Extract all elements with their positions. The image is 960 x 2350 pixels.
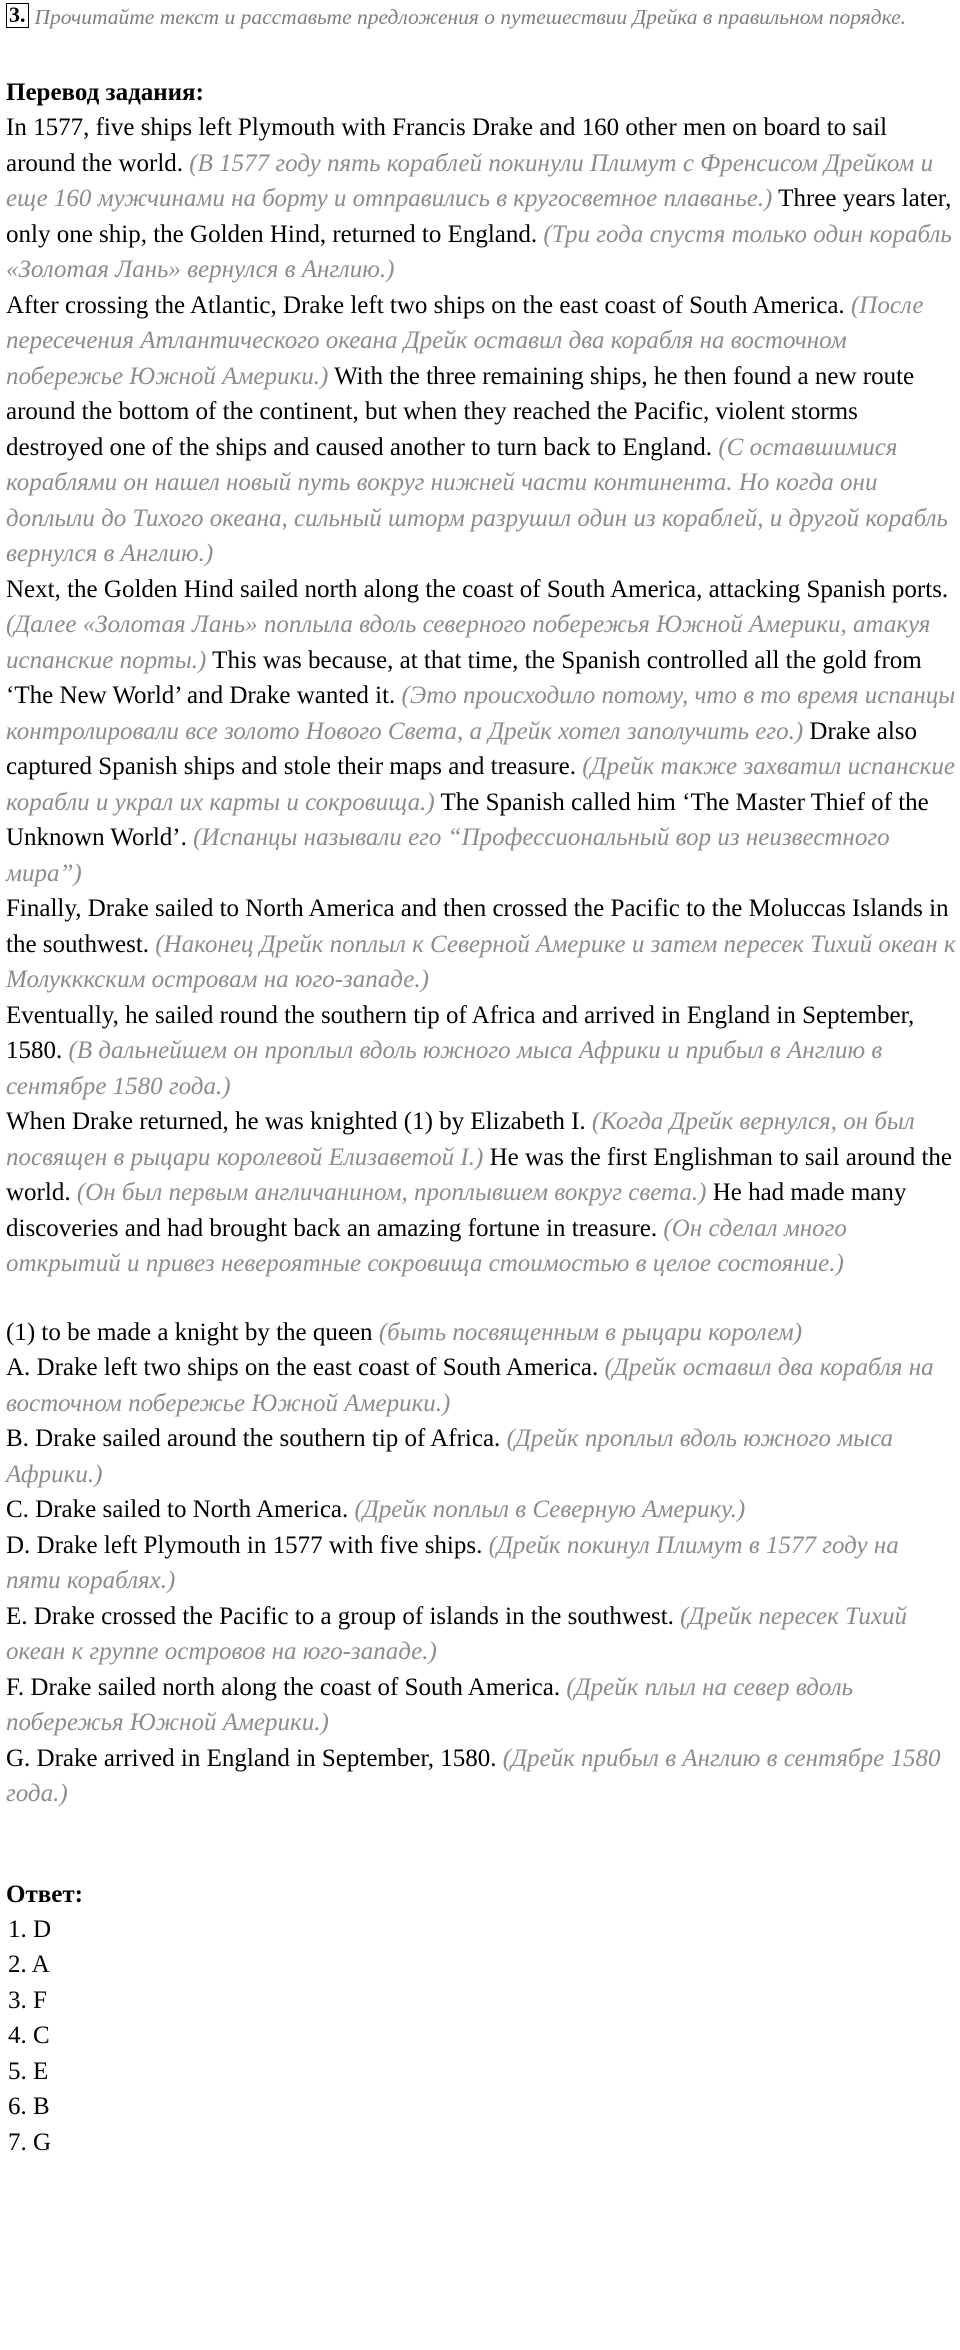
option-sentence xyxy=(6,1528,956,1599)
paragraph xyxy=(6,288,956,572)
russian-translation: (Испанцы называли его “Профессиональный вор из неизвестного мира”) xyxy=(6,824,890,887)
english-text: He was the first Englishman to sail around the world. xyxy=(6,1143,952,1206)
answer-item: 6. B xyxy=(8,2093,50,2120)
sentence-options xyxy=(6,1315,956,1812)
russian-translation: (Дрейк поплыл в Северную Америку.) xyxy=(354,1496,746,1523)
task-instruction: Прочитайте текст и расставьте предложения о путешествии Дрейка в правильном порядке. xyxy=(34,5,907,29)
russian-translation: (Он сделал много открытий и привез невероятные сокровища стоимостью в целое состояние.) xyxy=(6,1214,847,1277)
spacer xyxy=(6,1282,956,1315)
russian-translation: (Дрейк покинул Плимут в 1577 году на пяти кораблях.) xyxy=(6,1531,899,1594)
spacer xyxy=(6,32,956,75)
russian-translation: (Дрейк плыл на север вдоль побережья Южной Америки.) xyxy=(6,1673,854,1736)
english-text: Drake also captured Spanish ships and stole their maps and treasure. xyxy=(6,717,918,780)
answer-item: 4. C xyxy=(8,2022,50,2049)
answer-item: 1. D xyxy=(8,1915,52,1943)
paragraph xyxy=(6,572,956,892)
english-text: This was because, at that time, the Spanish controlled all the gold from ‘The New World’ and Drake wanted it. xyxy=(6,646,922,709)
answer-item: 3. F xyxy=(8,1986,47,2014)
russian-translation: (Наконец Дрейк поплыл к Северной Америке и затем пересек Тихий океан к Молукккским островам на юго-западе.) xyxy=(6,930,956,993)
paragraph xyxy=(6,891,956,998)
page-content xyxy=(6,0,956,2160)
english-text: B. Drake sailed around the southern tip of Africa. xyxy=(6,1425,507,1452)
english-text: With the three remaining ships, he then found a new route around the bottom of the continent, but when they reached the Pacific, violent storms destroyed one of the ships and caused another to turn back to England. xyxy=(6,362,915,461)
english-text: After crossing the Atlantic, Drake left two ships on the east coast of South America. xyxy=(6,291,851,319)
russian-translation: (Дрейк прибыл в Англию в сентябре 1580 года.) xyxy=(6,1744,941,1807)
russian-translation: (Дрейк проплыл вдоль южного мыса Африки.) xyxy=(6,1425,894,1488)
footnote xyxy=(6,1315,956,1351)
russian-translation: (После пересечения Атлантического океана Дрейк оставил два корабля на восточном побережье Южной Америки.) xyxy=(6,291,924,390)
russian-translation: (Когда Дрейк вернулся, он был посвящен в рыцари королевой Елизаветой I.) xyxy=(6,1108,915,1171)
english-text: A. Drake left two ships on the east coast of South America. xyxy=(6,1354,605,1381)
english-text: C. Drake sailed to North America. xyxy=(6,1496,355,1523)
english-text: E. Drake crossed the Pacific to a group of islands in the southwest. xyxy=(6,1602,681,1630)
answer-heading: Ответ: xyxy=(6,1880,83,1908)
option-sentence xyxy=(6,1741,956,1812)
english-text: In 1577, five ships left Plymouth with Francis Drake and 160 other men on board to sail around the world. xyxy=(6,114,888,177)
russian-translation: (Он был первым англичанином, проплывшем вокруг света.) xyxy=(76,1179,707,1206)
english-text: Next, the Golden Hind sailed north along the coast of South America, attacking Spanish ports. xyxy=(6,575,949,603)
russian-translation: (С оставшимися кораблями он нашел новый путь вокруг нижней части континента. Но когда они доплыли до Тихого океана, сильный шторм разрушил один из кораблей, и другой корабль вернулся в Англию.) xyxy=(6,433,948,567)
task-number: 3. xyxy=(6,3,29,28)
english-text: G. Drake arrived in England in September, 1580. xyxy=(6,1744,503,1772)
paragraph xyxy=(6,110,956,288)
spacer xyxy=(6,1812,956,1877)
task-instruction-block xyxy=(6,0,956,32)
english-text: When Drake returned, he was knighted (1) by Elizabeth I. xyxy=(6,1108,592,1135)
russian-translation: (Это происходило потому, что в то время испанцы контролировали все золото Нового Света, а Дрейк хотел заполучить его.) xyxy=(6,682,956,745)
answer-item: 5. E xyxy=(8,2057,49,2085)
russian-translation: (быть посвященным в рыцари королем) xyxy=(378,1318,803,1346)
russian-translation: (В 1577 году пять кораблей покинули Плимут с Френсисом Дрейком и еще 160 мужчинами на борту и отправились в кругосветное плаванье.) xyxy=(6,149,934,212)
english-text: Eventually, he sailed round the southern tip of Africa and arrived in England in September, 1580. xyxy=(6,1001,915,1064)
option-sentence xyxy=(6,1599,956,1670)
english-text: Finally, Drake sailed to North America and then crossed the Pacific to the Moluccas Islands in the southwest. xyxy=(6,895,949,958)
answer-item: 2. A xyxy=(8,1951,50,1978)
english-text: The Spanish called him ‘The Master Thief of the Unknown World’. xyxy=(6,788,929,851)
russian-translation: (Далее «Золотая Лань» поплыла вдоль северного побережья Южной Америки, атакуя испанские порты.) xyxy=(6,611,931,674)
english-text: He had made many discoveries and had brought back an amazing fortune in treasure. xyxy=(6,1179,907,1242)
russian-translation: (Дрейк пересек Тихий океан к группе островов на юго-западе.) xyxy=(6,1602,907,1665)
answer-item: 7. G xyxy=(8,2128,52,2156)
english-text: D. Drake left Plymouth in 1577 with five ships. xyxy=(6,1531,489,1559)
russian-translation: (Дрейк также захватил испанские корабли и украл их карты и сокровища.) xyxy=(6,753,955,816)
english-text: Three years later, only one ship, the Golden Hind, returned to England. xyxy=(6,185,952,248)
paragraph xyxy=(6,998,956,1105)
english-text: (1) to be made a knight by the queen xyxy=(6,1318,379,1346)
russian-translation: (Дрейк оставил два корабля на восточном побережье Южной Америки.) xyxy=(6,1354,934,1417)
russian-translation: (В дальнейшем он проплыл вдоль южного мыса Африки и прибыл в Англию в сентябре 1580 года.) xyxy=(6,1037,883,1100)
paragraph xyxy=(6,1104,956,1282)
option-sentence xyxy=(6,1350,956,1421)
translation-text xyxy=(6,110,956,1282)
option-sentence xyxy=(6,1492,956,1528)
option-sentence xyxy=(6,1670,956,1741)
english-text: F. Drake sailed north along the coast of South America. xyxy=(6,1673,567,1701)
translation-heading: Перевод задания: xyxy=(6,79,204,106)
option-sentence xyxy=(6,1421,956,1492)
russian-translation: (Три года спустя только один корабль «Золотая Лань» вернулся в Англию.) xyxy=(6,220,952,283)
answer-list xyxy=(6,1912,956,2161)
